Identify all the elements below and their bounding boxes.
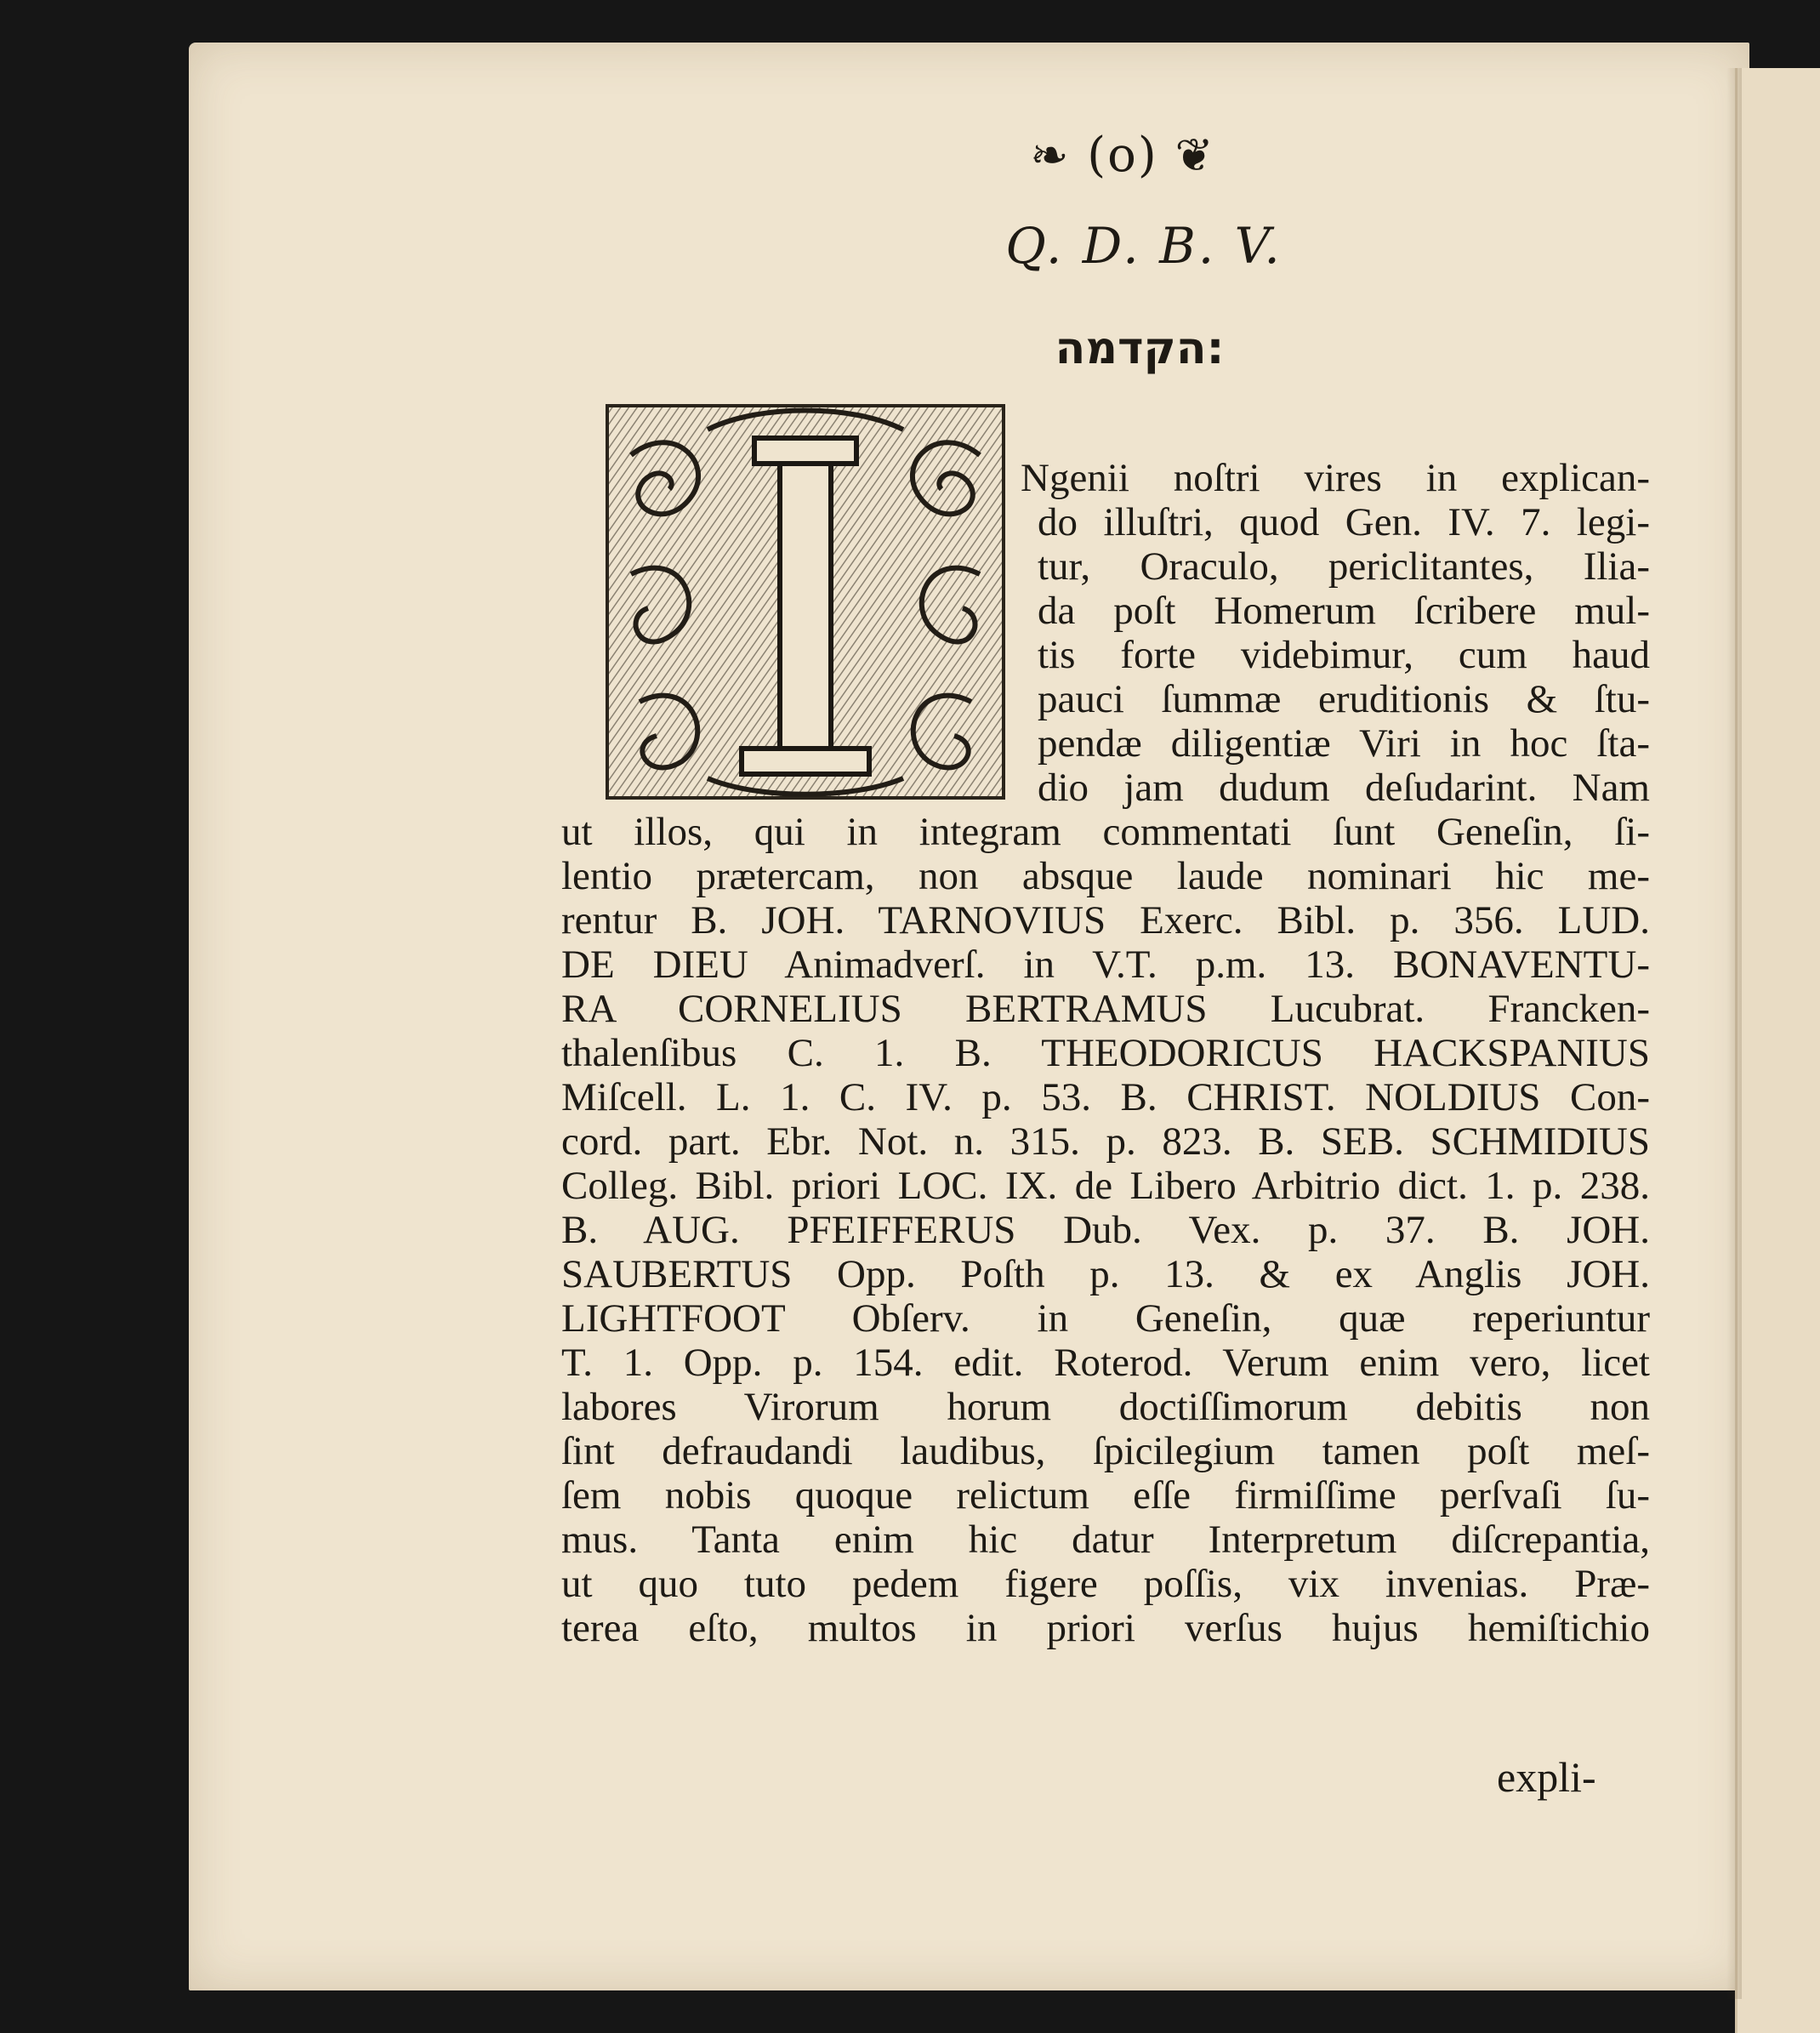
text-line: SAUBERTUS Opp. Poſth p. 13. & ex Anglis JOH. [561,1252,1650,1296]
text-line: ut illos, qui in integram commentati ſunt Geneſin, ſi- [561,810,1650,854]
fleuron-left-icon: ❧ [1030,128,1071,182]
text-line: tis forte videbimur, cum haud [1038,633,1650,677]
text-line: labores Virorum horum doctiſſimorum debitis non [561,1385,1650,1429]
text-line: DE DIEU Animadverſ. in V.T. p.m. 13. BONAVENTU- [561,942,1650,987]
text-line: LIGHTFOOT Obſerv. in Geneſin, quæ reperiuntur [561,1296,1650,1341]
text-line: cord. part. Ebr. Not. n. 315. p. 823. B. SEB. SCHMIDIUS [561,1119,1650,1164]
text-line: B. AUG. PFEIFFERUS Dub. Vex. p. 37. B. JOH. [561,1208,1650,1252]
gutter-shadow [1726,68,1742,1999]
text-line: pendæ diligentiæ Viri in hoc ſta- [1038,721,1650,766]
next-page-edge [1735,68,1820,2033]
fleuron-right-icon: ❦ [1174,128,1215,182]
drop-cap-ornament [606,404,1005,800]
text-line: RA CORNELIUS BERTRAMUS Lucubrat. Francken- [561,987,1650,1031]
text-line: Colleg. Bibl. priori LOC. IX. de Libero Arbitrio dict. 1. p. 238. [561,1164,1650,1208]
text-line: rentur B. JOH. TARNOVIUS Exerc. Bibl. p. 356. LUD. [561,898,1650,942]
text-line: terea eſto, multos in priori verſus hujus hemiſtichio [561,1606,1650,1650]
text-line: tur, Oraculo, periclitantes, Ilia- [1038,544,1650,589]
text-line: lentio prætercam, non absque laude nominari hic me- [561,854,1650,898]
text-line: ſem nobis quoque relictum eſſe firmiſſime perſvaſi ſu- [561,1473,1650,1518]
text-line: dio jam dudum deſudarint. Nam [1038,766,1650,810]
text-line: mus. Tanta enim hic datur Interpretum diſcrepantia, [561,1518,1650,1562]
text-line: Ngenii noſtri vires in explican- [1021,456,1650,500]
text-line: thalenſibus C. 1. B. THEODORICUS HACKSPANIUS [561,1031,1650,1075]
page-header [978,128,1267,183]
text-line: ut quo tuto pedem figere poſſis, vix invenias. Præ- [561,1562,1650,1606]
page-number: (o) [1087,128,1158,183]
text-line: do illuſtri, quod Gen. IV. 7. legi- [1038,500,1650,544]
invocation-heading: Q. D. B. V. [1005,217,1283,275]
text-line: T. 1. Opp. p. 154. edit. Roterod. Verum enim vero, licet [561,1341,1650,1385]
text-line: da poſt Homerum ſcribere mul- [1038,589,1650,633]
hebrew-title: הקדמה: [1055,323,1225,374]
text-line: ſint defraudandi laudibus, ſpicilegium tamen poſt meſ- [561,1429,1650,1473]
text-line: pauci ſummæ eruditionis & ſtu- [1038,677,1650,721]
text-line: Miſcell. L. 1. C. IV. p. 53. B. CHRIST. NOLDIUS Con- [561,1075,1650,1119]
catchword: expli- [1497,1753,1596,1801]
